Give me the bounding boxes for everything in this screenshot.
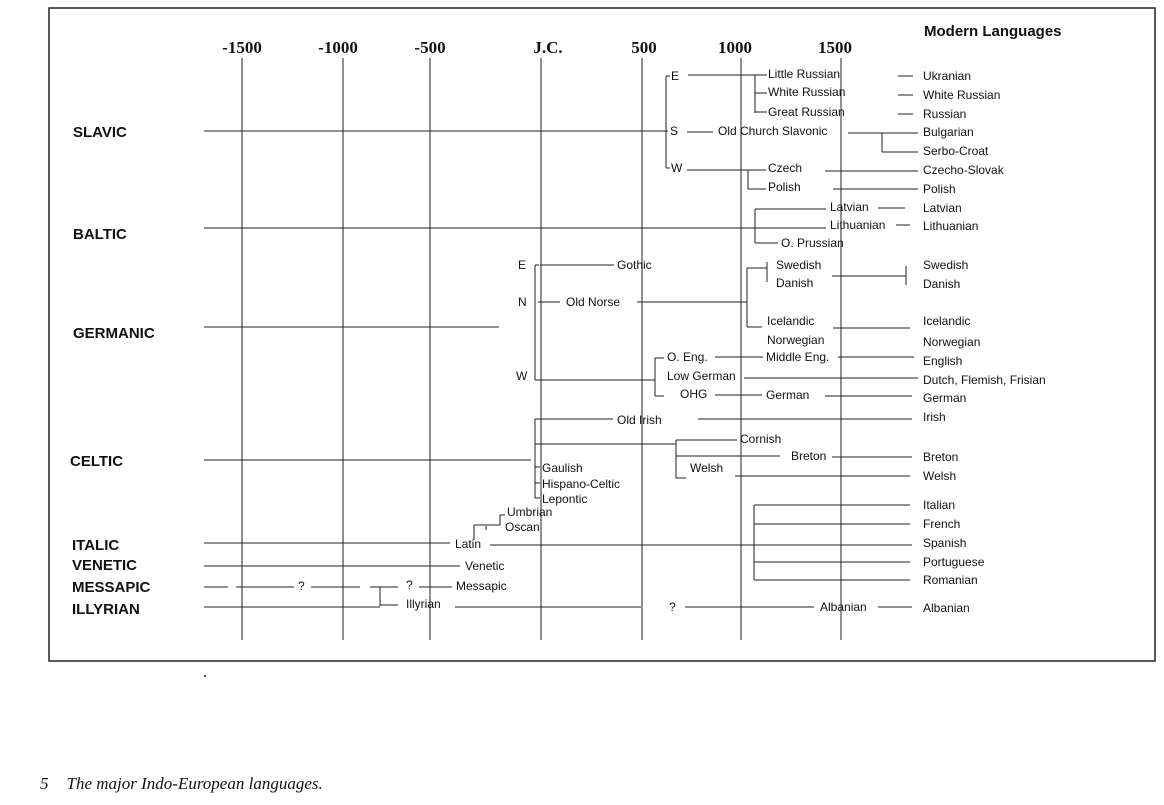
figure-number: 5 xyxy=(40,774,49,793)
family-labels xyxy=(70,124,155,618)
historical-language: German xyxy=(766,388,810,402)
modern-language: Dutch, Flemish, Frisian xyxy=(923,373,1046,387)
branch-label: S xyxy=(670,124,679,138)
modern-language: Norwegian xyxy=(923,335,981,349)
historical-language: Middle Eng. xyxy=(766,350,830,364)
germanic-branch xyxy=(204,258,918,402)
modern-language: Breton xyxy=(923,450,959,464)
axis-label: 500 xyxy=(631,38,657,57)
italic-branch xyxy=(204,505,912,580)
modern-languages-header: Modern Languages xyxy=(924,23,1062,40)
unknown-marker: ? xyxy=(669,600,676,614)
historical-language: Lepontic xyxy=(542,492,588,506)
historical-language: Low German xyxy=(667,369,736,383)
celtic-branch xyxy=(204,413,912,506)
historical-language: Norwegian xyxy=(767,333,825,347)
historical-language: Gothic xyxy=(617,258,652,272)
unknown-marker: ? xyxy=(406,578,413,592)
historical-language: Messapic xyxy=(456,579,507,593)
modern-language: Bulgarian xyxy=(923,125,974,139)
branch-label: W xyxy=(671,161,683,175)
historical-language: Cornish xyxy=(740,432,782,446)
modern-language: Lithuanian xyxy=(923,219,979,233)
branch-label: E xyxy=(671,69,680,83)
modern-language: Polish xyxy=(923,182,956,196)
unknown-marker: ? xyxy=(298,579,305,593)
family-label: SLAVIC xyxy=(73,124,127,141)
historical-language: O. Eng. xyxy=(667,350,708,364)
modern-language: White Russian xyxy=(923,88,1001,102)
modern-language: Latvian xyxy=(923,201,962,215)
branch-label: N xyxy=(518,295,527,309)
family-label: ITALIC xyxy=(72,537,120,554)
modern-language: French xyxy=(923,517,961,531)
historical-language: Little Russian xyxy=(768,67,841,81)
historical-language: Great Russian xyxy=(768,105,845,119)
family-label: ILLYRIAN xyxy=(72,601,140,618)
modern-language: Serbo-Croat xyxy=(923,144,989,158)
modern-language: Italian xyxy=(923,498,956,512)
modern-language: Swedish xyxy=(923,258,969,272)
historical-language: Venetic xyxy=(465,559,505,573)
modern-language: Icelandic xyxy=(923,314,971,328)
axis-label: 1500 xyxy=(818,38,852,57)
modern-language: Albanian xyxy=(923,601,970,615)
chart-frame xyxy=(49,8,1155,661)
historical-language: Lithuanian xyxy=(830,218,886,232)
modern-language: Danish xyxy=(923,277,961,291)
historical-language: Gaulish xyxy=(542,461,583,475)
historical-language: Hispano-Celtic xyxy=(542,477,621,491)
modern-language: Romanian xyxy=(923,573,978,587)
family-label: CELTIC xyxy=(70,453,124,470)
stray-dot xyxy=(204,675,206,677)
historical-language: O. Prussian xyxy=(781,236,844,250)
historical-language: Albanian xyxy=(820,600,867,614)
historical-language: Latin xyxy=(455,537,482,551)
axis-label: J.C. xyxy=(533,38,563,57)
axis-label: -1000 xyxy=(318,38,358,57)
historical-language: Umbrian xyxy=(507,505,553,519)
family-label: VENETIC xyxy=(72,557,138,574)
slavic-branch xyxy=(204,67,918,194)
axis-label: 1000 xyxy=(718,38,752,57)
modern-language: German xyxy=(923,391,967,405)
historical-language: Breton xyxy=(791,449,827,463)
modern-language: Spanish xyxy=(923,536,967,550)
historical-language: Latvian xyxy=(830,200,869,214)
figure-caption-text: The major Indo-European languages. xyxy=(66,774,323,793)
modern-languages-column xyxy=(923,69,1046,615)
messapic-branch xyxy=(204,578,507,606)
historical-language: Czech xyxy=(768,161,803,175)
historical-language: Illyrian xyxy=(406,597,441,611)
historical-language: Oscan xyxy=(505,520,540,534)
historical-language: Icelandic xyxy=(767,314,815,328)
historical-language: Old Irish xyxy=(617,413,662,427)
figure-caption xyxy=(40,774,323,794)
historical-language: Welsh xyxy=(690,461,724,475)
branch-label: E xyxy=(518,258,527,272)
axis-label: -1500 xyxy=(222,38,262,57)
illyrian-branch xyxy=(204,597,912,614)
historical-language: Old Norse xyxy=(566,295,621,309)
branch-label: W xyxy=(516,369,528,383)
historical-language: White Russian xyxy=(768,85,846,99)
modern-language: Irish xyxy=(923,410,946,424)
historical-language: OHG xyxy=(680,387,708,401)
historical-language: Polish xyxy=(768,180,801,194)
modern-language: Czecho-Slovak xyxy=(923,163,1004,177)
historical-language: Danish xyxy=(776,276,814,290)
modern-language: English xyxy=(923,354,963,368)
baltic-branch xyxy=(204,200,910,250)
venetic-branch xyxy=(204,559,504,573)
modern-language: Ukranian xyxy=(923,69,972,83)
axis-label: -500 xyxy=(414,38,446,57)
family-label: GERMANIC xyxy=(73,325,155,342)
time-axis xyxy=(222,38,852,57)
modern-language: Portuguese xyxy=(923,555,985,569)
modern-language: Welsh xyxy=(923,469,957,483)
historical-language: Swedish xyxy=(776,258,822,272)
family-label: BALTIC xyxy=(73,226,127,243)
family-label: MESSAPIC xyxy=(72,579,151,596)
historical-language: Old Church Slavonic xyxy=(718,124,828,138)
modern-language: Russian xyxy=(923,107,967,121)
time-gridlines xyxy=(242,58,841,640)
